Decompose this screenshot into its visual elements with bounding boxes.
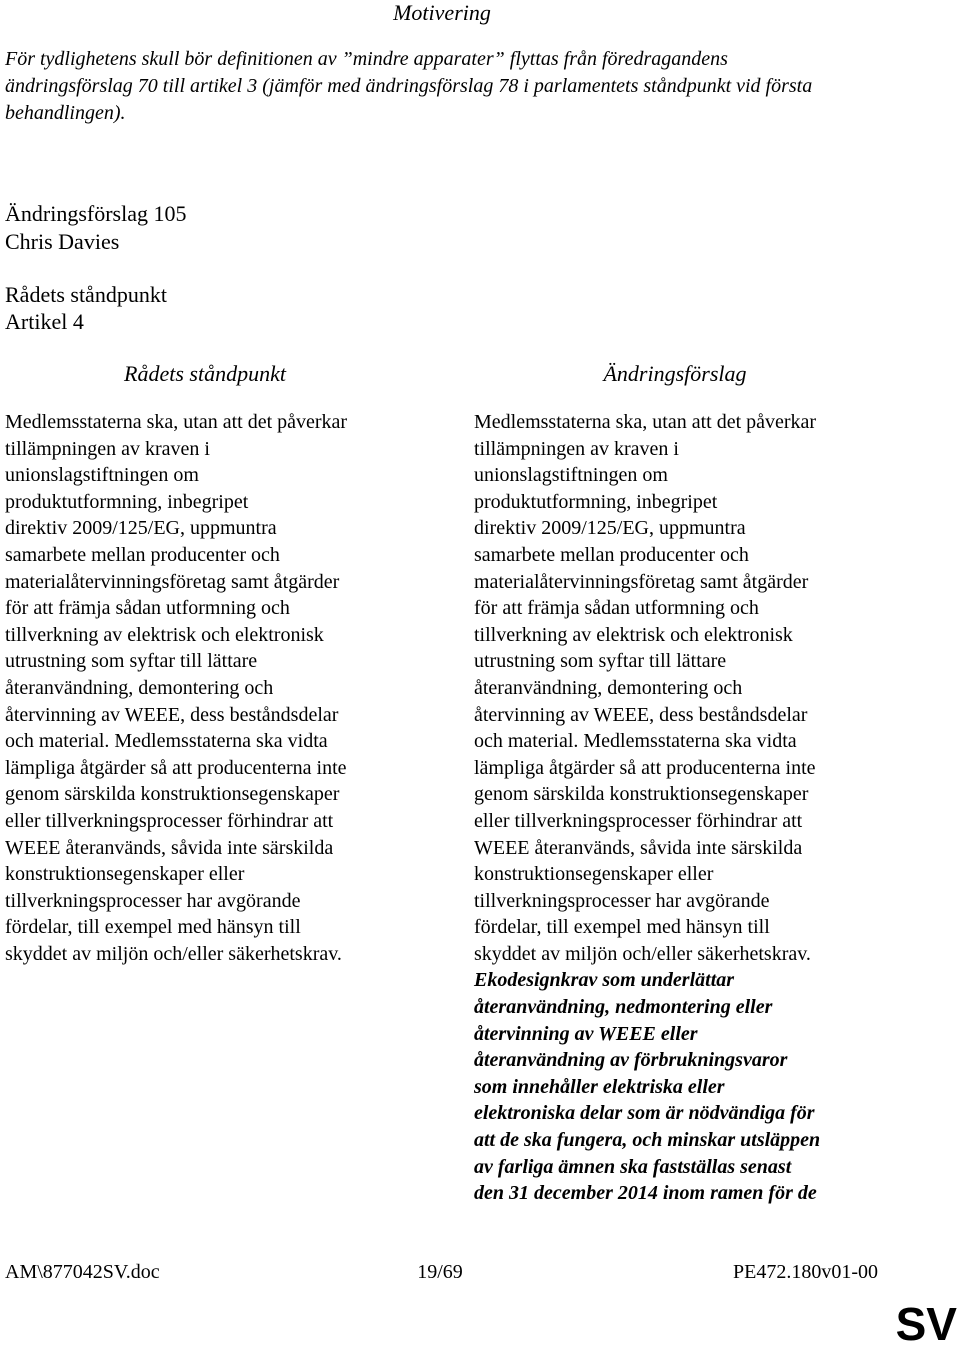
text-line: tillverkning av elektrisk och elektronisk: [474, 623, 793, 646]
text-line: tillverkning av elektrisk och elektronisk: [5, 623, 324, 646]
text-line: eller tillverkningsprocesser förhindrar att: [5, 809, 334, 832]
text-line: materialåtervinningsföretag samt åtgärder: [474, 570, 809, 593]
text-line: den 31 december 2014 inom ramen för de: [474, 1182, 817, 1205]
motivation-heading: Motivering: [393, 0, 491, 25]
text-line: tillämpningen av kraven i: [5, 437, 210, 460]
footer-page-number: 19/69: [417, 1261, 463, 1283]
amendment-author: Chris Davies: [5, 229, 120, 254]
text-line: lämpliga åtgärder så att producenterna inte: [5, 756, 347, 779]
text-line: skyddet av miljön och/eller säkerhetskrav.: [5, 942, 342, 965]
text-line: skyddet av miljön och/eller säkerhetskrav.: [474, 942, 811, 965]
text-line: genom särskilda konstruktionsegenskaper: [474, 783, 809, 806]
text-line: utrustning som syftar till lättare: [5, 650, 258, 673]
text-line: unionslagstiftningen om: [474, 464, 668, 487]
text-line: återanvändning av förbrukningsvaror: [474, 1049, 788, 1072]
text-line: tillämpningen av kraven i: [474, 437, 679, 460]
text-line: lämpliga åtgärder så att producenterna inte: [474, 756, 816, 779]
text-line: återvinning av WEEE, dess beståndsdelar: [474, 703, 808, 726]
language-tag: SV: [895, 1298, 957, 1350]
text-line: Medlemsstaterna ska, utan att det påverkar: [5, 411, 348, 433]
text-line: direktiv 2009/125/EG, uppmuntra: [474, 517, 746, 540]
text-line: genom särskilda konstruktionsegenskaper: [5, 783, 340, 806]
motivation-text: För tydlighetens skull bör definitionen av ”mindre apparater” flyttas från föredragandens ändringsförslag 70 till artikel 3 (jämför med ändringsförslag 78 i parlamentets ståndpunkt vid första behandlingen).: [5, 48, 813, 124]
text-line: återvinning av WEEE, dess beståndsdelar: [5, 703, 339, 726]
footer-doc-ref: AM\877042SV.doc: [5, 1261, 160, 1283]
text-line: WEEE återanvänds, såvida inte särskilda: [474, 836, 803, 859]
text-line: materialåtervinningsföretag samt åtgärder: [5, 570, 340, 593]
text-line: samarbete mellan producenter och: [474, 543, 749, 566]
text-line: för att främja sådan utformning och: [5, 597, 290, 620]
text-line: som innehåller elektriska eller: [474, 1075, 725, 1098]
text-line: återanvändning, demontering och: [5, 676, 274, 699]
text-line: återanvändning, nedmontering eller: [474, 996, 773, 1019]
article-label: Artikel 4: [5, 309, 84, 334]
text-line: för att främja sådan utformning och: [474, 597, 759, 620]
text-line: direktiv 2009/125/EG, uppmuntra: [5, 517, 277, 540]
text-line: konstruktionsegenskaper eller: [5, 863, 245, 886]
text-line: Medlemsstaterna ska, utan att det påverkar: [474, 411, 817, 433]
amendment-title: Ändringsförslag 105: [5, 201, 187, 226]
council-position-label: Rådets ståndpunkt: [5, 282, 167, 307]
text-line: produktutformning, inbegripet: [474, 490, 718, 513]
text-line: att de ska fungera, och minskar utsläppen: [474, 1129, 821, 1152]
text-line: elektroniska delar som är nödvändiga för: [474, 1102, 815, 1125]
text-line: utrustning som syftar till lättare: [474, 650, 727, 673]
text-line: produktutformning, inbegripet: [5, 490, 249, 513]
footer-pe-ref: PE472.180v01-00: [733, 1261, 878, 1283]
text-line: återanvändning, demontering och: [474, 676, 743, 699]
right-column-header: Ändringsförslag: [603, 361, 747, 386]
text-line: av farliga ämnen ska fastställas senast: [474, 1155, 792, 1178]
amendment-text: [474, 409, 894, 1207]
text-line: WEEE återanvänds, såvida inte särskilda: [5, 836, 334, 859]
text-line: unionslagstiftningen om: [5, 464, 199, 487]
text-line: fördelar, till exempel med hänsyn till: [474, 916, 770, 939]
text-line: fördelar, till exempel med hänsyn till: [5, 916, 301, 939]
text-line: Ekodesignkrav som underlättar: [474, 969, 735, 992]
text-line: och material. Medlemsstaterna ska vidta: [474, 730, 797, 753]
text-line: konstruktionsegenskaper eller: [474, 863, 714, 886]
left-column-header: Rådets ståndpunkt: [124, 361, 286, 386]
text-line: och material. Medlemsstaterna ska vidta: [5, 730, 328, 753]
text-line: tillverkningsprocesser har avgörande: [5, 889, 301, 912]
text-line: samarbete mellan producenter och: [5, 543, 280, 566]
text-line: eller tillverkningsprocesser förhindrar att: [474, 809, 803, 832]
council-position-text: [5, 409, 425, 967]
text-line: återvinning av WEEE eller: [474, 1022, 698, 1045]
text-line: tillverkningsprocesser har avgörande: [474, 889, 770, 912]
